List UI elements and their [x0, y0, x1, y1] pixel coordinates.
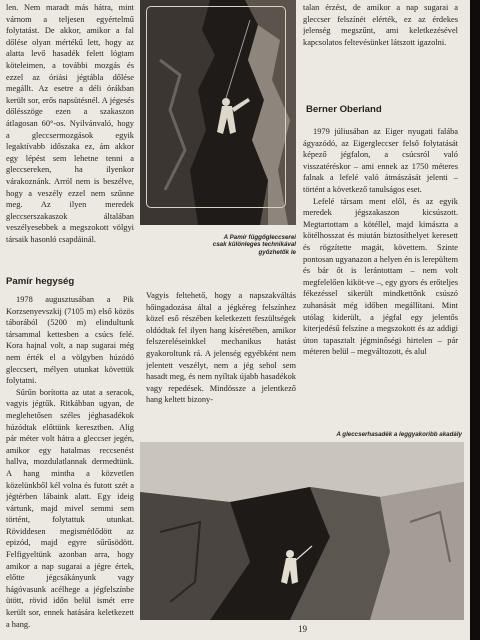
column-2-body — [303, 126, 458, 426]
column-1-top — [6, 2, 134, 272]
caption-frame — [146, 6, 286, 208]
paragraph: 1978 augusztusában a Pik Korzsenyevszkij (7105 m) első közös táborából (5200 m) elindultunk társammal kettesben a csúcs felé. Kora hajnal volt, a nap sugarai még nem érték el a völgyben húzódó gleccsert, mélyen utunkat követtük folytatni. — [6, 295, 134, 386]
photo-glacier-crevasse — [140, 442, 464, 620]
column-2-top — [303, 2, 458, 82]
section-heading-pamir: Pamír hegység — [6, 276, 75, 287]
section-heading-berner-oberland: Berner Oberland — [306, 104, 382, 115]
page-number: 19 — [298, 624, 307, 634]
paragraph: 1979 júliusában az Eiger nyugati falába ágyazódó, az Eigergleccser felső folytatását képező jégfalon, a csúcsról való visszatéréskor – ami ennek az 1750 méteres falnak a lefelé való átmászását jelenti – történt a következő tanulságos eset. — [303, 127, 458, 194]
paragraph: talan érzést, de amikor a nap sugarai a gleccser felszínét elérték, ez az érdekes jelenség megszűnt, ami keletkezésével kapcsolatos feltevésünket látszott igazolni. — [303, 3, 458, 47]
photo-climber-ice-wall — [140, 0, 296, 225]
column-middle — [146, 290, 296, 425]
column-1-bottom — [6, 294, 134, 640]
paragraph: Lefelé társam ment elől, és az egyik meredek jégszakaszon kicsúszott. Megtartottam a kötéllel, majd kimászta a kötélhosszat és miután biztosíthelyet keresett és rögzítette magát, követtem. Szinte pontosan ugyanazon a helyen én is lerepültem és bár őt is lerántottam – nem volt megfelelően kiköt-ve –, egy gyors és erőteljes fékezéssel sikerült mindkettőnk csúszó zuhanását még időben megállítani. Mint utólag kiderült, a jégfal egy jelentős kiterjedésű felszíne a megszokott és az addigi úton tapasztalt jégminőségi hirtelen – pár méteren belül – megváltozott, és alul — [303, 196, 458, 357]
crevasse-illustration — [140, 442, 464, 620]
paragraph: Vagyis feltehető, hogy a napszakváltás hőingadozása által a jégkéreg felszínhez közel eső részében keletkezett feszültségek oldódtak fel ilyen hang kíséretében, amikor felszereléseinkkel mechanikus hatást gyakoroltunk rá. A jelenség egyébként nem jelentett veszélyt, nem a jég sehol sem hasadt meg, és nem nyíltak újabb hasadékok vagy repedések. Mindössze a jelentkező hang keltett bizony- — [146, 291, 296, 405]
photo-caption-1: A Pamír függőgleccserei csak különleges technikával győzhetők le — [212, 234, 296, 256]
page-edge-shadow — [470, 0, 480, 640]
photo-caption-2: A gleccserhasadék a leggyakoribb akadály — [336, 431, 462, 438]
paragraph: Sűrűn borította az utat a seracok, vagyis jégtűk. Ritkábban ugyan, de meglehetősen széles jéghasadékok húzódtak előttünk keresztben. Alig pár méter volt hátra a gleccser jegén, amikor egy hatalmas reccsenést hallva, mozdulatlannak dermedtünk. A hang mintha a közvetlen közelünkből kél volna és futott szét a jégtérben lábaink alatt. Egy ideig vártunk, majd mivel semmi sem történt, folytattuk utunkat. Röviddesen megismétlődött az epizód, majd egyre sűrűsödött. Felfigyeltünk azonban arra, hogy amikor a nap sugarai a jégre értek, előtte jégcsákányunk vagy hágóvasunk acélhege a jégfelszínbe ütött, rövid időn belül ismét erre került sor, ennek hatására keletkezett a hang. — [6, 387, 134, 629]
paragraph: len. Nem maradt más hátra, mint várnom a teljesen egyértelmű folytatást. De akkor, amikor a fal dőlése olyan mértékű lett, hogy az alatta levő hasadék felett lógtam köteleimen, a további mozgás és ezzel az óriási jégtábla dőlése megállt. Az esetre a déli órákban került sor, erős napsütésnél. A jégesés dőlésszöge ezen a szakaszon átlagosan 60°-os. Nyilvánvaló, hogy a gleccsermozgások egyik legaktívabb időszaka ez, ám akkor egy lépést sem lehetne tenni a gleccsereken, ha ilyenkor várakoznánk. Arról nem is beszélve, hogy a veszély ezzel nem szűnne meg. Az ilyen meredek gleccserszakaszok általában veszélyesebbek a megszokott völgyi társaik hasonló csapdáinál. — [6, 3, 134, 244]
